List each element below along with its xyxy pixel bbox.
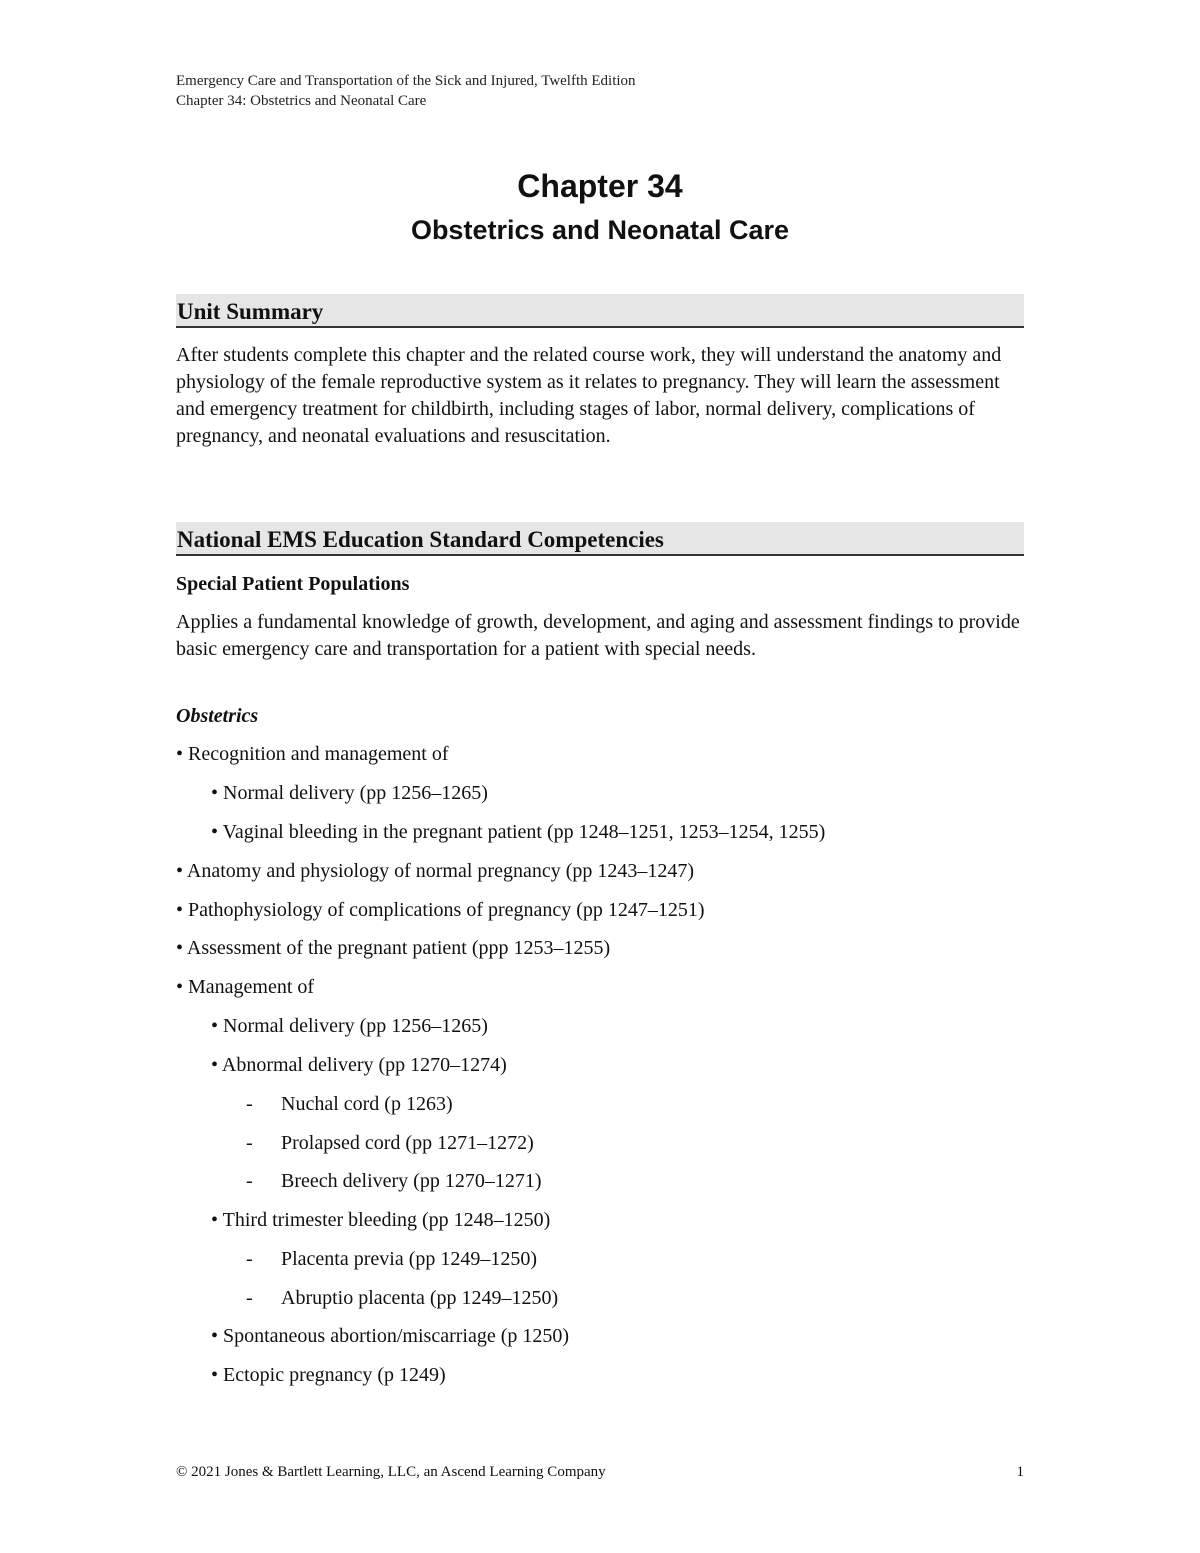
running-header (176, 71, 636, 111)
competencies-heading: National EMS Education Standard Competencies (176, 522, 1024, 556)
dash-marker: - (246, 1287, 253, 1309)
dash-marker: - (246, 1093, 253, 1115)
dash-marker: - (246, 1170, 253, 1192)
list-item: • Normal delivery (pp 1256–1265) (211, 782, 488, 804)
book-title: Emergency Care and Transportation of the Sick and Injured, Twelfth Edition (176, 73, 636, 89)
obstetrics-heading: Obstetrics (176, 705, 259, 727)
list-item: • Vaginal bleeding in the pregnant patient (pp 1248–1251, 1253–1254, 1255) (211, 821, 826, 843)
list-item: • Third trimester bleeding (pp 1248–1250) (211, 1209, 551, 1231)
list-item (246, 1168, 541, 1195)
unit-summary-text: After students complete this chapter and the related course work, they will understand the anatomy and physiology of the female reproductive system as it relates to pregnancy. They will learn the assessment and emergency treatment for childbirth, including stages of labor, normal delivery, complications of pregnancy, and neonatal evaluations and resuscitation. (176, 344, 1002, 447)
list-item-text: Placenta previa (pp 1249–1250) (281, 1248, 538, 1270)
list-item: • Anatomy and physiology of normal pregnancy (pp 1243–1247) (176, 860, 695, 882)
list-item-text: Abruptio placenta (pp 1249–1250) (281, 1287, 559, 1309)
list-item: • Spontaneous abortion/miscarriage (p 1250) (211, 1325, 570, 1347)
list-item: • Pathophysiology of complications of pregnancy (pp 1247–1251) (176, 899, 705, 921)
unit-summary-heading: Unit Summary (176, 294, 1024, 328)
list-item-text: Breech delivery (pp 1270–1271) (281, 1170, 542, 1192)
chapter-reference: Chapter 34: Obstetrics and Neonatal Care (176, 93, 427, 109)
list-item: • Abnormal delivery (pp 1270–1274) (211, 1054, 507, 1076)
list-item: • Management of (176, 976, 315, 998)
dash-marker: - (246, 1248, 253, 1270)
special-populations-heading: Special Patient Populations (176, 573, 410, 595)
chapter-title: Obstetrics and Neonatal Care (410, 215, 790, 245)
page-number: 1 (1016, 1464, 1024, 1480)
list-item: • Normal delivery (pp 1256–1265) (211, 1015, 488, 1037)
dash-marker: - (246, 1132, 253, 1154)
copyright-notice: © 2021 Jones & Bartlett Learning, LLC, an Ascend Learning Company (176, 1464, 606, 1480)
list-item: • Assessment of the pregnant patient (ppp 1253–1255) (176, 937, 611, 959)
list-item (246, 1091, 453, 1118)
list-item-text: Nuchal cord (p 1263) (281, 1093, 453, 1115)
list-item: • Ectopic pregnancy (p 1249) (211, 1364, 446, 1386)
list-item: • Recognition and management of (176, 743, 449, 765)
special-populations-text: Applies a fundamental knowledge of growth, development, and aging and assessment findings to provide basic emergency care and transportation for a patient with special needs. (176, 611, 1020, 660)
list-item (246, 1285, 558, 1312)
document-page (176, 0, 1024, 1553)
list-item-text: Prolapsed cord (pp 1271–1272) (281, 1132, 534, 1154)
list-item (246, 1130, 534, 1157)
list-item (246, 1246, 537, 1273)
chapter-number: Chapter 34 (517, 168, 683, 204)
page-footer (176, 1461, 1024, 1483)
